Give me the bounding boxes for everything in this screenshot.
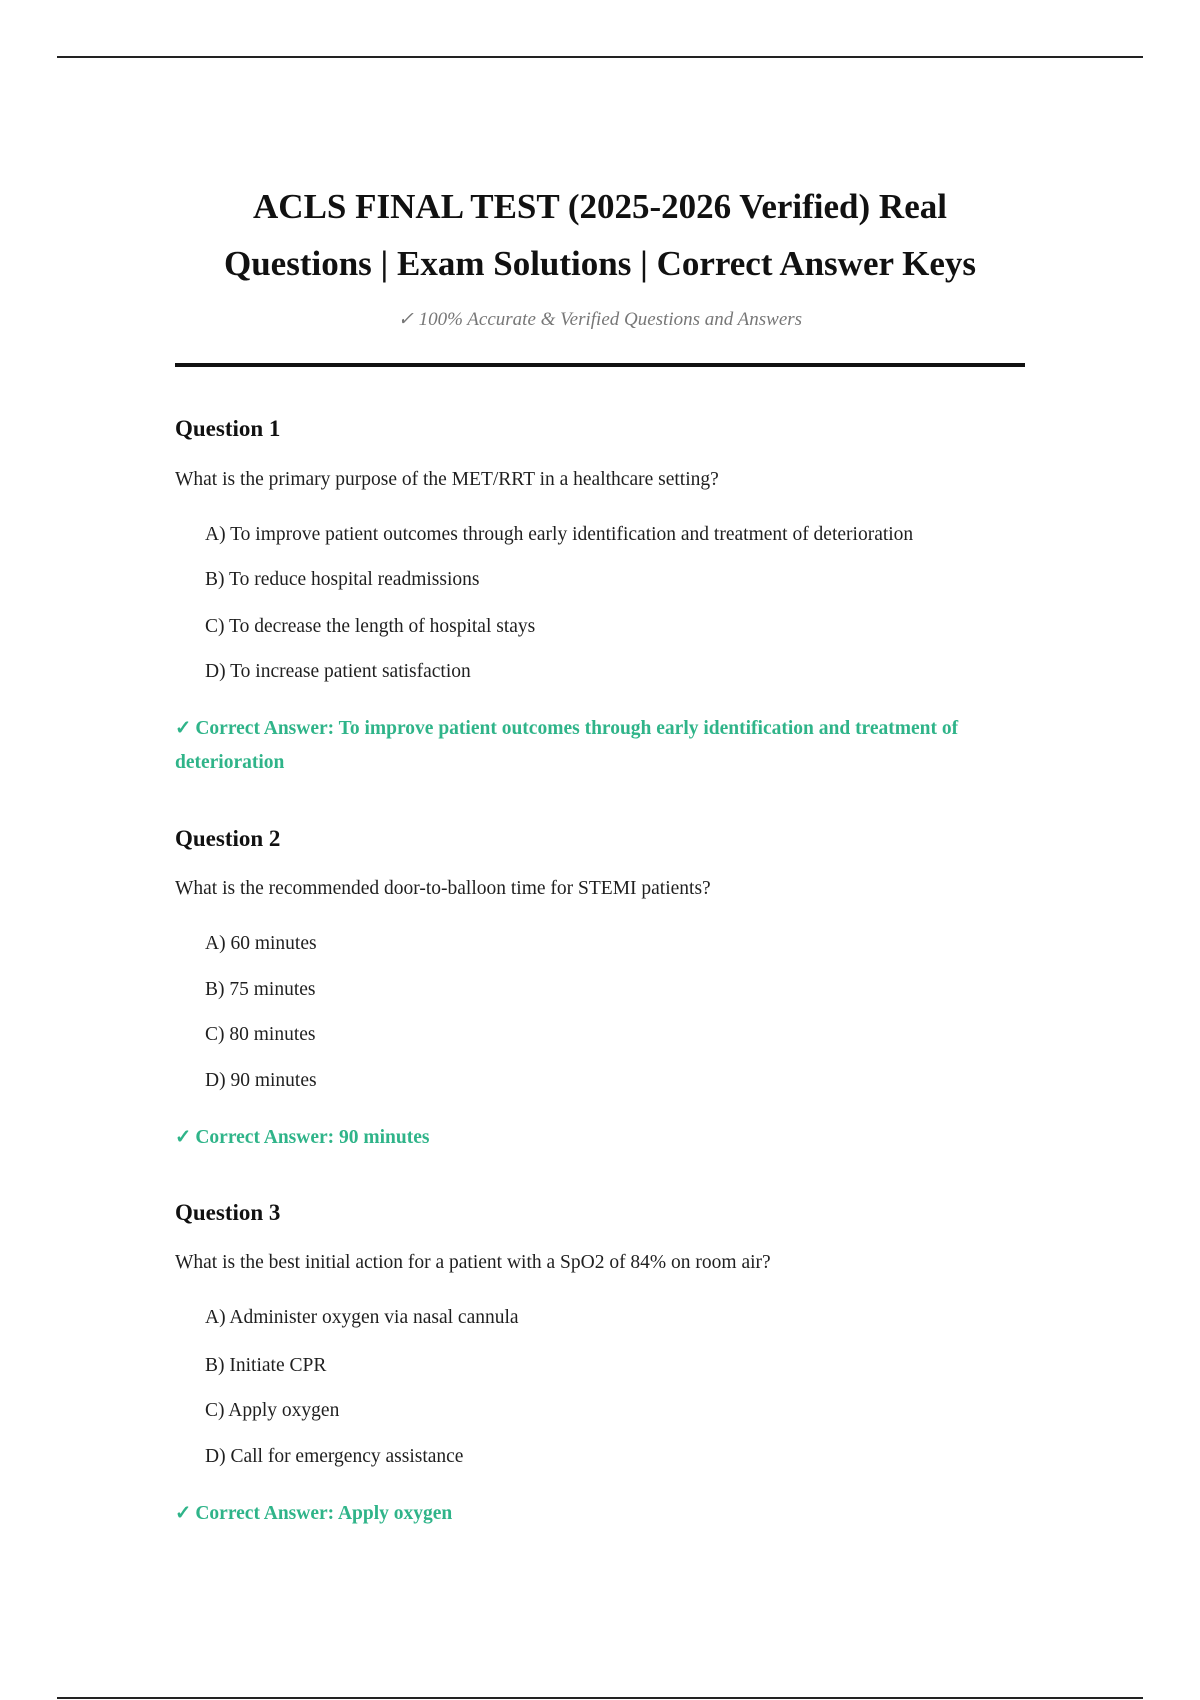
option-b: B) 75 minutes: [205, 979, 316, 1000]
option-a: A) Administer oxygen via nasal cannula: [205, 1307, 519, 1328]
question-heading: Question 1: [175, 416, 281, 441]
correct-answer-text: Correct Answer: 90 minutes: [195, 1127, 430, 1148]
title-divider: [175, 363, 1025, 367]
question-text: What is the best initial action for a patient with a SpO2 of 84% on room air?: [175, 1252, 771, 1273]
question-heading: Question 2: [175, 826, 281, 851]
option-c: C) Apply oxygen: [205, 1400, 340, 1421]
question-text: What is the primary purpose of the MET/RRT in a healthcare setting?: [175, 469, 719, 490]
correct-answer: [175, 1497, 1025, 1531]
correct-answer-text: Correct Answer: To improve patient outcomes through early identification and treatment of deterioration: [175, 718, 959, 773]
option-d: D) To increase patient satisfaction: [205, 661, 471, 682]
page-bottom-rule: [57, 1697, 1143, 1699]
correct-answer: [175, 1121, 1025, 1155]
question-text: What is the recommended door-to-balloon time for STEMI patients?: [175, 878, 711, 899]
check-icon: ✓: [175, 718, 192, 739]
document-subtitle: ✓ 100% Accurate & Verified Questions and Answers: [397, 309, 803, 330]
correct-answer: [175, 712, 1025, 780]
option-c: C) 80 minutes: [205, 1024, 316, 1045]
option-a: A) To improve patient outcomes through early identification and treatment of deterioration: [205, 524, 914, 545]
option-c: C) To decrease the length of hospital stays: [205, 616, 536, 637]
check-icon: ✓: [175, 1503, 192, 1524]
correct-answer-text: Correct Answer: Apply oxygen: [195, 1503, 453, 1524]
question-heading: Question 3: [175, 1200, 281, 1225]
option-b: B) To reduce hospital readmissions: [205, 569, 480, 590]
option-a: A) 60 minutes: [205, 933, 317, 954]
option-d: D) Call for emergency assistance: [205, 1446, 464, 1467]
option-b: B) Initiate CPR: [205, 1355, 327, 1376]
document-title: ACLS FINAL TEST (2025-2026 Verified) Real Questions | Exam Solutions | Correct Answer Keys: [223, 187, 977, 283]
option-d: D) 90 minutes: [205, 1070, 317, 1091]
check-icon: ✓: [175, 1127, 192, 1148]
page-top-rule: [57, 56, 1143, 58]
